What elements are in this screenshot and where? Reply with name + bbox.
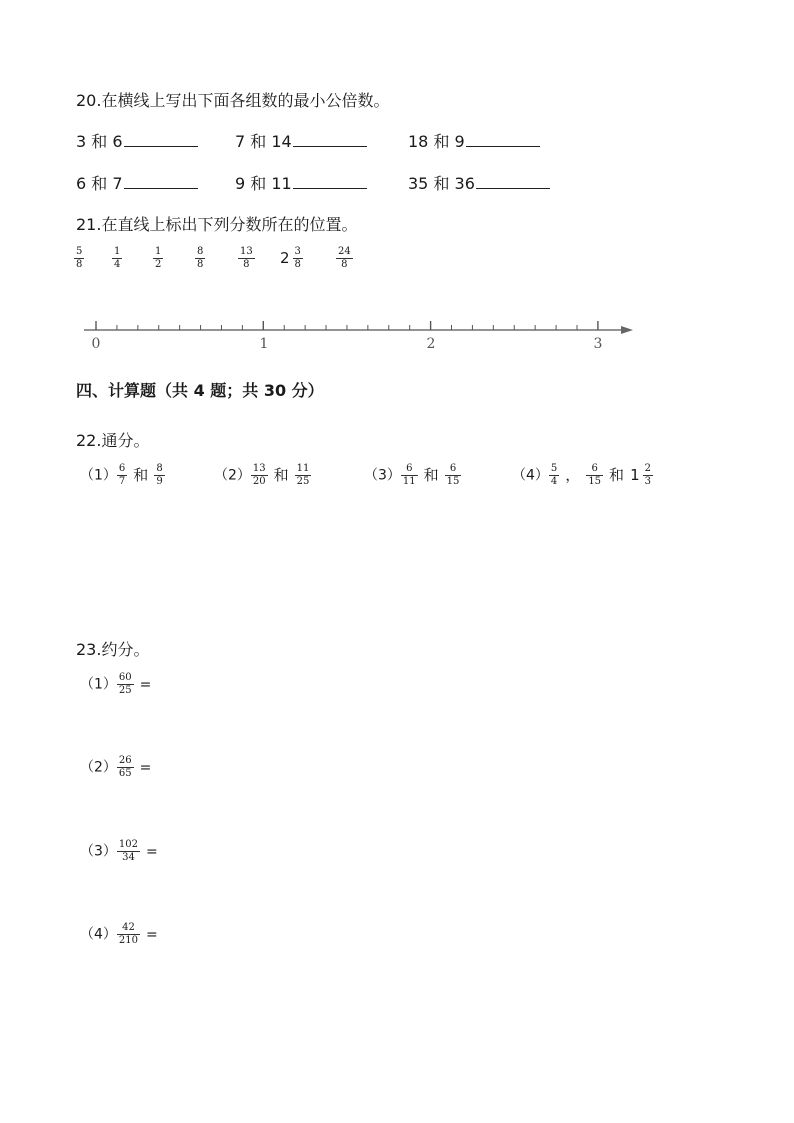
lcm-item-6 [408, 171, 550, 194]
lcm-item-3 [408, 129, 540, 152]
section-4-title: 四、计算题（共 4 题；共 30 分） [76, 381, 324, 400]
equals-sign: = [146, 843, 158, 860]
lcm-item-2 [235, 129, 367, 152]
lcm-pair-text: 7 和 14 [235, 132, 292, 151]
lcm-pair-text: 9 和 11 [235, 174, 292, 193]
answer-blank[interactable] [124, 132, 198, 147]
item-label: （4） [80, 926, 117, 943]
fraction-13-8: $\frac{13}{8}$ [240, 246, 253, 270]
q20-title: 20.在横线上写出下面各组数的最小公倍数。 [76, 91, 390, 110]
fraction-8-8: $\frac{8}{8}$ [197, 246, 204, 270]
answer-blank[interactable] [466, 132, 540, 147]
and-word: 和 [423, 465, 439, 484]
lcm-pair-text: 35 和 36 [408, 174, 475, 193]
item-label: （4） [512, 467, 549, 484]
answer-blank[interactable] [476, 174, 550, 189]
and-word: 和 [133, 465, 149, 484]
fraction-5-8: $\frac{5}{8}$ [76, 246, 83, 270]
equals-sign: = [146, 926, 158, 943]
lcm-pair-text: 18 和 9 [408, 132, 465, 151]
q23-item-4: （4） $\frac{42}{210}$ = [80, 922, 158, 946]
q22-item-1: （1） $\frac{6}{7}$ 和 $\frac{8}{9}$ [80, 463, 163, 487]
item-label: （2） [214, 467, 251, 484]
lcm-item-4 [76, 171, 198, 194]
number-line[interactable] [78, 315, 638, 355]
arrow-head-icon [621, 326, 633, 334]
item-label: （1） [80, 676, 117, 693]
axis-label-1: 1 [259, 336, 269, 352]
q23-item-3: （3） $\frac{102}{34}$ = [80, 839, 158, 863]
lcm-pair-text: 3 和 6 [76, 132, 123, 151]
lcm-pair-text: 6 和 7 [76, 174, 123, 193]
fraction-24-8: $\frac{24}{8}$ [338, 246, 351, 270]
and-word: 和 [609, 465, 625, 484]
q22-item-4: （4） $\frac{5}{4}$ ， $\frac{6}{15}$ 和 1 $\frac{2}{3}$ [512, 463, 651, 487]
q22-item-3: （3） $\frac{6}{11}$ 和 $\frac{6}{15}$ [364, 463, 460, 487]
lcm-item-1 [76, 129, 198, 152]
and-word: 和 [273, 465, 289, 484]
q21-title: 21.在直线上标出下列分数所在的位置。 [76, 215, 358, 234]
item-label: （2） [80, 759, 117, 776]
comma: ， [565, 465, 581, 484]
lcm-item-5 [235, 171, 367, 194]
answer-blank[interactable] [293, 132, 367, 147]
fraction-1-4: $\frac{1}{4}$ [114, 246, 121, 270]
q22-title: 22.通分。 [76, 431, 150, 450]
mixed-2-3-8: 2 $\frac{3}{8}$ [280, 246, 301, 270]
q23-item-1: （1） $\frac{60}{25}$ = [80, 672, 152, 696]
q23-item-2: （2） $\frac{26}{65}$ = [80, 755, 152, 779]
axis-label-2: 2 [426, 336, 436, 352]
q23-title: 23.约分。 [76, 640, 150, 659]
answer-blank[interactable] [124, 174, 198, 189]
equals-sign: = [139, 759, 152, 776]
item-label: （3） [80, 843, 117, 860]
q22-item-2: （2） $\frac{13}{20}$ 和 $\frac{11}{25}$ [214, 463, 310, 487]
axis-label-0: 0 [91, 336, 101, 352]
item-label: （1） [80, 467, 117, 484]
fraction-1-2: $\frac{1}{2}$ [155, 246, 162, 270]
axis-label-3: 3 [593, 336, 603, 352]
answer-blank[interactable] [293, 174, 367, 189]
equals-sign: = [139, 676, 152, 693]
item-label: （3） [364, 467, 401, 484]
